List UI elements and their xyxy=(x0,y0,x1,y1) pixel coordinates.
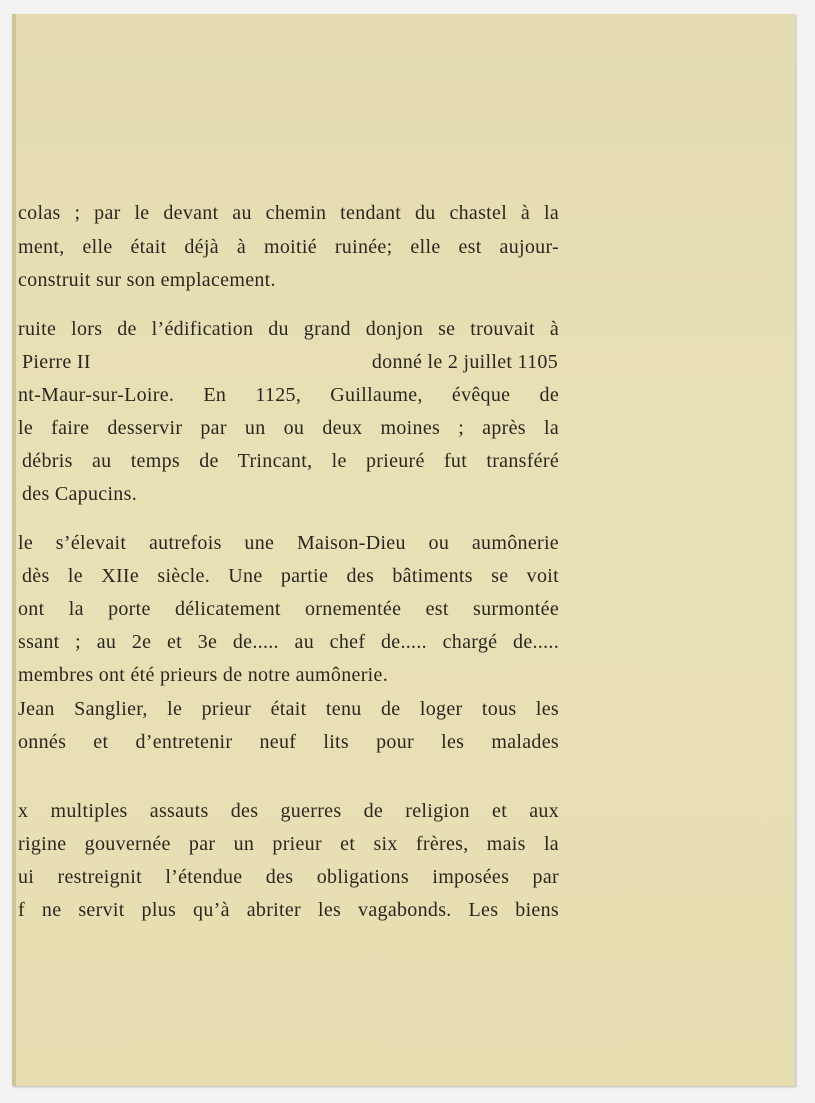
text-line: onnés et d’entretenir neuf lits pour les malades xyxy=(18,731,559,753)
text-line: des Capucins. xyxy=(22,483,137,505)
text-line: dès le XIIe siècle. Une partie des bâtiments se voit xyxy=(22,565,559,587)
text-line: Jean Sanglier, le prieur était tenu de loger tous les xyxy=(18,698,559,720)
text-line: le s’élevait autrefois une Maison-Dieu ou aumônerie xyxy=(18,532,559,554)
text-line: rigine gouvernée par un prieur et six frères, mais la xyxy=(18,833,559,855)
text-line: x multiples assauts des guerres de religion et aux xyxy=(18,800,559,822)
text-line: Pierre II xyxy=(22,351,91,373)
text-line: donné le 2 juillet 1105 xyxy=(371,351,558,373)
text-line: débris au temps de Trincant, le prieuré fut transféré xyxy=(22,450,559,472)
document-page xyxy=(12,14,795,1086)
text-line: nt-Maur-sur-Loire. En 1125, Guillaume, évêque de xyxy=(18,384,559,406)
text-line: ssant ; au 2e et 3e de..... au chef de..... chargé de..... xyxy=(18,631,559,653)
text-line: f ne servit plus qu’à abriter les vagabonds. Les biens xyxy=(18,899,559,921)
text-line: ment, elle était déjà à moitié ruinée; elle est aujour- xyxy=(18,236,559,258)
text-line: membres ont été prieurs de notre aumônerie. xyxy=(18,664,388,686)
text-line: ui restreignit l’étendue des obligations imposées par xyxy=(18,866,559,888)
text-line: colas ; par le devant au chemin tendant du chastel à la xyxy=(18,202,559,224)
text-line: le faire desservir par un ou deux moines ; après la xyxy=(18,417,559,439)
text-line: ont la porte délicatement ornementée est surmontée xyxy=(18,598,559,620)
text-line: construit sur son emplacement. xyxy=(18,269,276,291)
text-line: ruite lors de l’édification du grand donjon se trouvait à xyxy=(18,318,559,340)
